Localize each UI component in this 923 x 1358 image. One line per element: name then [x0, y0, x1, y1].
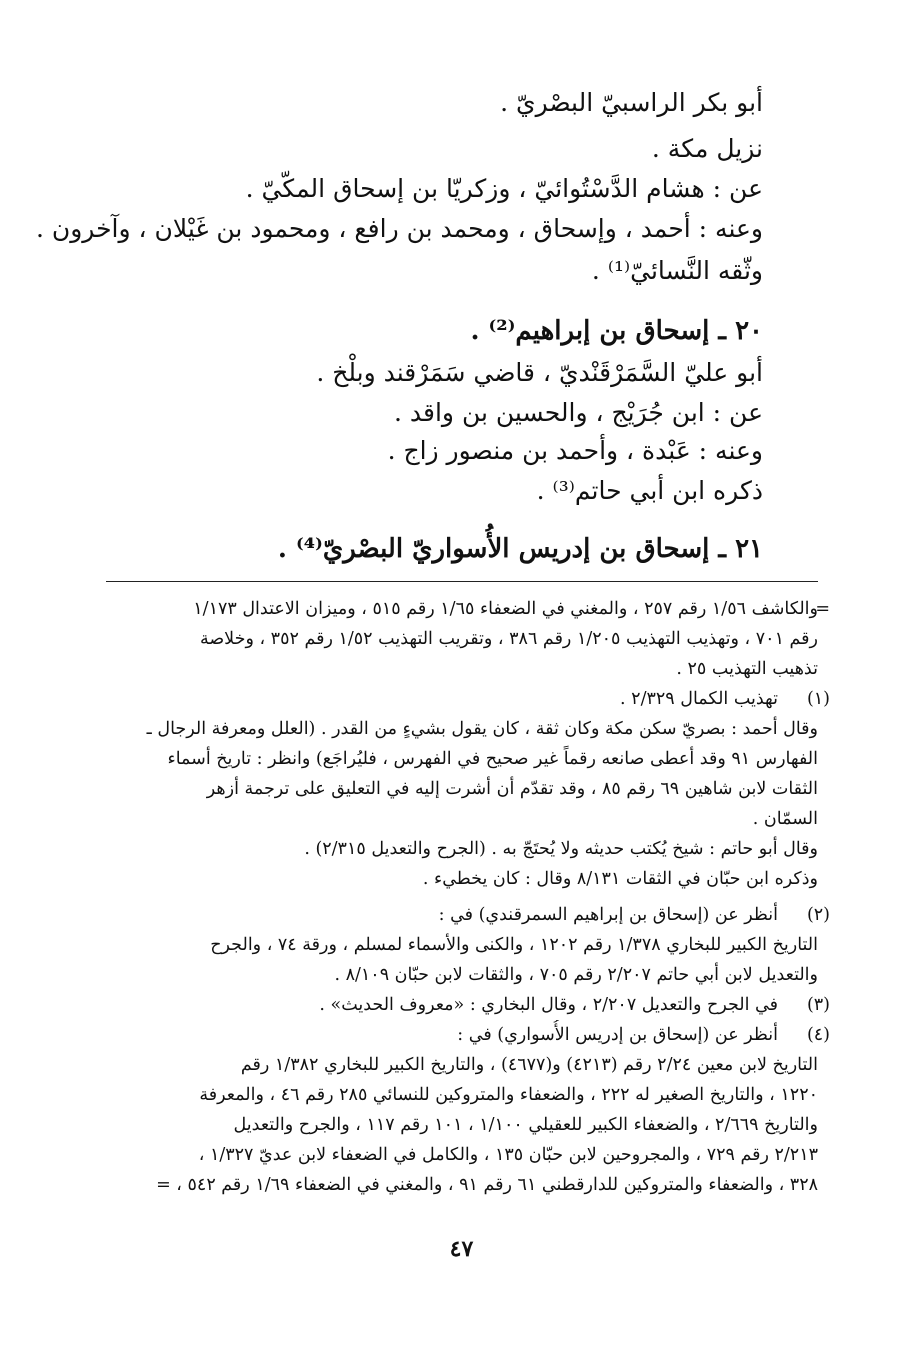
- main-text-line: نزيل مكة .: [651, 134, 763, 163]
- footnote-line: والتاريخ ٢/٦٦٩ ، والضعفاء الكبير للعقيلي ١/١٠٠ ، ١٠١ رقم ١١٧ ، والجرح والتعديل: [233, 1115, 818, 1135]
- footnote-line: تهذيب الكمال ٢/٣٢٩ .: [620, 689, 778, 709]
- footnote-line: وذكره ابن حبّان في الثقات ٨/١٣١ وقال : كان يخطيء .: [422, 869, 818, 889]
- footnote-2: [92, 900, 830, 990]
- footnote-line: وقال أحمد : بصريّ سكن مكة وكان ثقة ، كان يقول بشيءٍ من القدر . (العلل ومعرفة الرجال ـ: [146, 719, 818, 739]
- main-text-line: عن : ابن جُرَيْج ، والحسين بن واقد .: [394, 398, 763, 427]
- main-text-line: أبو عليّ السَّمَرْقَنْديّ ، قاضي سَمَرْقند وبلْخ .: [316, 358, 763, 387]
- footnote-1: [92, 684, 830, 894]
- footnote-line: والتعديل لابن أبي حاتم ٢/٢٠٧ رقم ٧٠٥ ، والثقات لابن حبّان ٨/١٠٩ .: [334, 965, 818, 985]
- footnote-line: ١٢٢٠ ، والتاريخ الصغير له ٢٢٢ ، والضعفاء والمتروكين للنسائي ٢٨٥ رقم ٤٦ ، والمعرفة: [199, 1085, 818, 1105]
- continuation-mark: =: [815, 599, 830, 619]
- main-text-line: وثّقه النَّسائيّ⁽¹⁾ .: [591, 256, 763, 285]
- footnote-number: (١): [806, 689, 830, 709]
- footnote-line: في الجرح والتعديل ٢/٢٠٧ ، وقال البخاري : «معروف الحديث» .: [319, 995, 778, 1015]
- footnote-line: ٢/٢١٣ رقم ٧٢٩ ، والمجروحين لابن حبّان ١٣٥ ، والكامل في الضعفاء لابن عديّ ١/٣٢٧ ،: [198, 1145, 818, 1165]
- footnote-number: (٢): [806, 905, 830, 925]
- footnote-line: أنظر عن (إسحاق بن إدريس الأُسواري) في :: [457, 1025, 778, 1045]
- main-text-line: أبو بكر الراسبيّ البصْريّ .: [500, 88, 763, 117]
- footnote-line: السمّان .: [752, 809, 818, 829]
- main-text-line: ذكره ابن أبي حاتم⁽³⁾ .: [536, 476, 763, 505]
- main-text-line: وعنه : أحمد ، وإسحاق ، ومحمد بن رافع ، ومحمود بن غَيْلان ، وآخرون .: [35, 214, 763, 243]
- footnote-number: (٣): [806, 995, 830, 1015]
- footnote-line: ٣٢٨ ، والضعفاء والمتروكين للدارقطني ٦١ رقم ٩١ ، والمغني في الضعفاء ١/٦٩ رقم ٥٤٢ ، =: [156, 1175, 818, 1195]
- footnote-3: [92, 990, 830, 1020]
- entry-heading-20: ٢٠ ـ إسحاق بن إبراهيم⁽²⁾ .: [470, 316, 763, 346]
- footnote-line: رقم ٧٠١ ، وتهذيب التهذيب ١/٢٠٥ رقم ٣٨٦ ، وتقريب التهذيب ١/٥٢ رقم ٣٥٢ ، وخلاصة: [199, 629, 818, 649]
- main-text-line: وعنه : عَبْدة ، وأحمد بن منصور زاج .: [387, 436, 763, 465]
- entry-heading-21: ٢١ ـ إسحاق بن إدريس الأُسواريّ البصْريّ⁽⁴⁾ .: [277, 534, 763, 564]
- footnote-line: الثقات لابن شاهين ٦٩ رقم ٨٥ ، وقد تقدّم أن أشرت إليه في التعليق على ترجمة أزهر: [206, 779, 818, 799]
- footnote-separator: [106, 581, 818, 582]
- footnote-line: التاريخ لابن معين ٢/٢٤ رقم (٤٢١٣) و(٤٦٧٧) ، والتاريخ الكبير للبخاري ١/٣٨٢ رقم: [240, 1055, 818, 1075]
- footnote-line: أنظر عن (إسحاق بن إبراهيم السمرقندي) في :: [438, 905, 778, 925]
- footnote-line: التاريخ الكبير للبخاري ١/٣٧٨ رقم ١٢٠٢ ، والكنى والأسماء لمسلم ، ورقة ٧٤ ، والجرح: [210, 935, 818, 955]
- footnote-line: الفهارس ٩١ وقد أعطى صانعه رقماً غير صحيح في الفهرس ، فليُراجَع) وانظر : تاريخ أسماء: [167, 749, 818, 769]
- main-text-line: عن : هشام الدَّسْتُوائيّ ، وزكريّا بن إسحاق المكّيّ .: [245, 174, 763, 203]
- page-number: ٤٧: [449, 1236, 474, 1262]
- footnote-line: تذهيب التهذيب ٢٥ .: [676, 659, 818, 679]
- footnote-continuation: [92, 594, 830, 684]
- footnote-line: وقال أبو حاتم : شيخ يُكتب حديثه ولا يُحتَجّ به . (الجرح والتعديل ٢/٣١٥) .: [304, 839, 818, 859]
- footnote-4: [92, 1020, 830, 1200]
- footnote-number: (٤): [806, 1025, 830, 1045]
- footnote-line: والكاشف ١/٥٦ رقم ٢٥٧ ، والمغني في الضعفاء ١/٦٥ رقم ٥١٥ ، وميزان الاعتدال ١/١٧٣: [193, 599, 818, 619]
